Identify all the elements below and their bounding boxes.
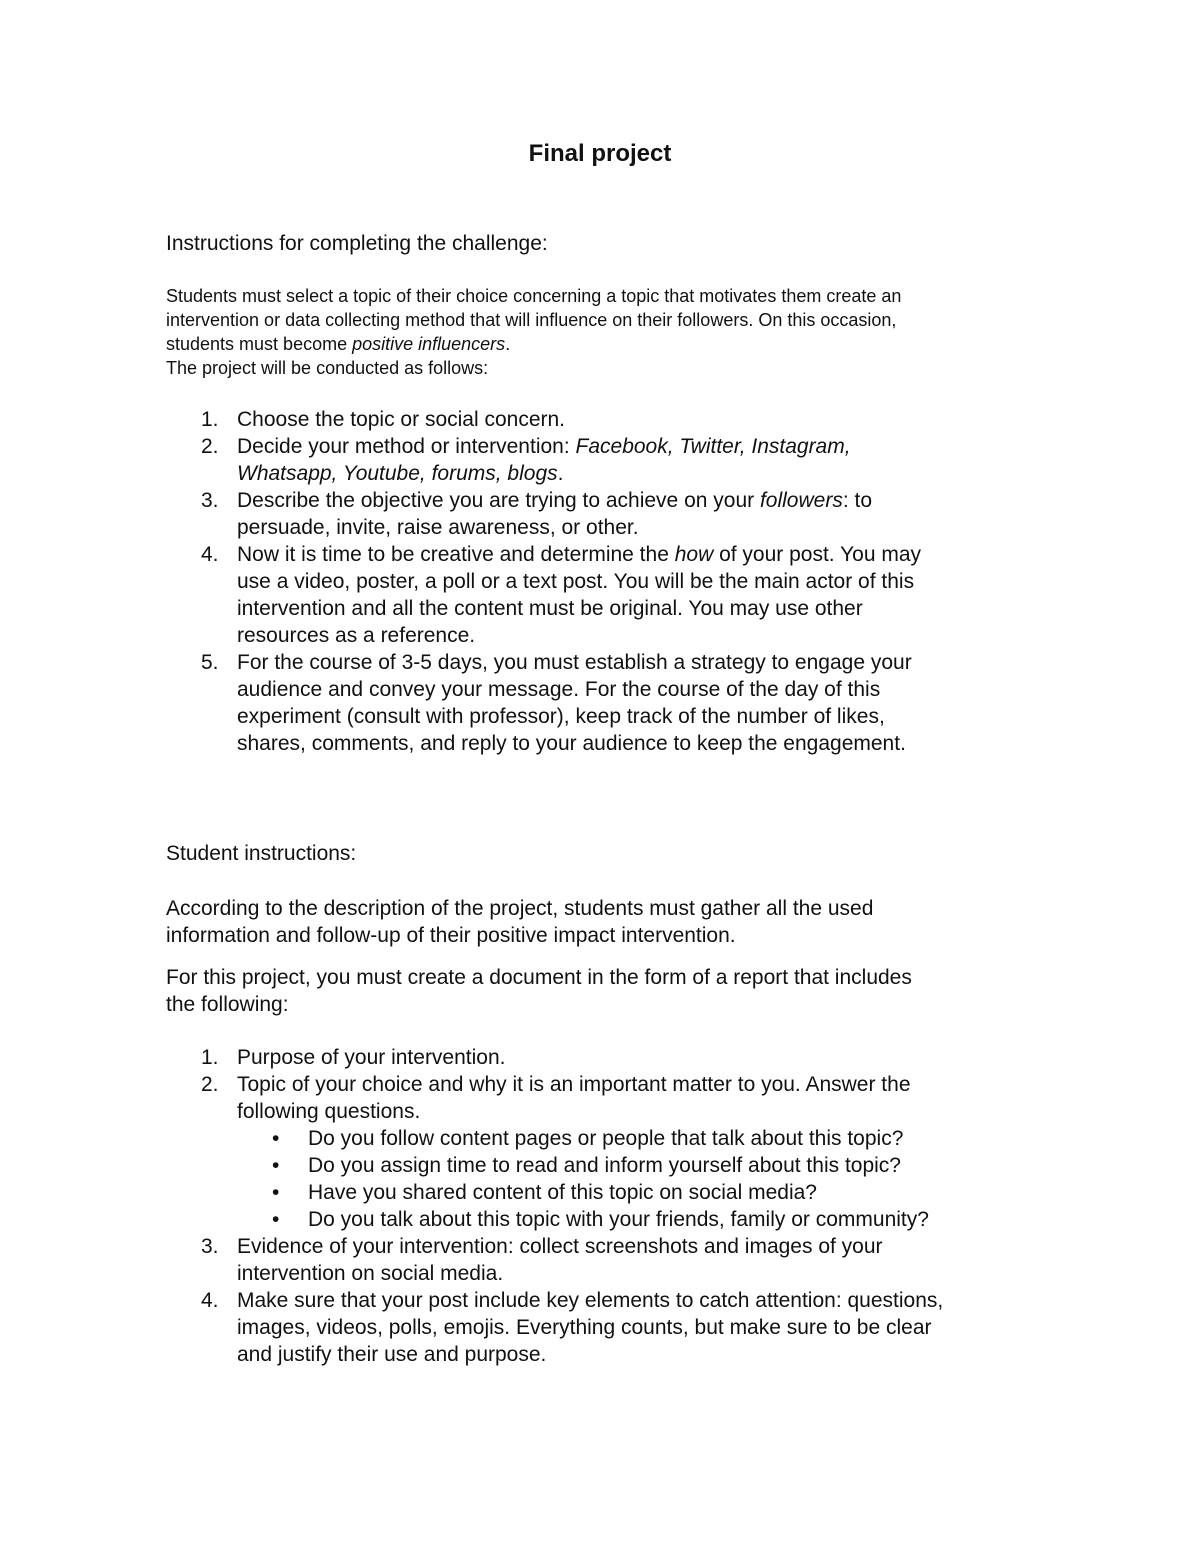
list-item-text: resources as a reference. <box>237 624 476 647</box>
list-item <box>166 1071 1046 1233</box>
challenge-heading: Instructions for completing the challenge: <box>166 232 548 255</box>
list-item <box>166 1044 1046 1071</box>
question-item <box>237 1125 1046 1152</box>
list-item-emphasis: how <box>674 543 714 566</box>
list-number: 3. <box>201 489 219 512</box>
list-item-text: images, videos, polls, emojis. Everything counts, but make sure to be clear <box>237 1316 932 1339</box>
list-item <box>166 406 1046 433</box>
paragraph-line: the following: <box>166 993 289 1016</box>
list-item <box>166 1233 1046 1287</box>
list-item-text: intervention and all the content must be original. You may use other <box>237 597 863 620</box>
student-paragraph <box>166 895 1046 949</box>
list-item-fragment: . <box>557 462 564 485</box>
list-item <box>166 649 1046 757</box>
list-item-text: Purpose of your intervention. <box>237 1046 506 1069</box>
list-item-fragment: of your post. You may <box>713 543 922 566</box>
list-item-fragment: : to <box>842 489 873 512</box>
question-text: Have you shared content of this topic on social media? <box>308 1181 817 1204</box>
student-instructions-heading: Student instructions: <box>166 842 357 865</box>
bullet-icon: • <box>272 1208 280 1231</box>
list-item-text <box>237 541 1046 568</box>
list-item-emphasis: Facebook, Twitter, Instagram, <box>575 435 851 458</box>
list-item-text: experiment (consult with professor), keep track of the number of likes, <box>237 705 885 728</box>
page-title: Final project <box>528 140 672 167</box>
list-number: 4. <box>201 543 219 566</box>
list-item-text: audience and convey your message. For the course of the day of this <box>237 678 881 701</box>
bullet-icon: • <box>272 1181 280 1204</box>
list-item-fragment: Describe the objective you are trying to achieve on your <box>237 489 760 512</box>
list-item-emphasis: followers <box>759 489 843 512</box>
list-item-text: Evidence of your intervention: collect screenshots and images of your <box>237 1235 883 1258</box>
list-item <box>166 541 1046 649</box>
paragraph-line: According to the description of the project, students must gather all the used <box>166 897 874 920</box>
question-item <box>237 1179 1046 1206</box>
list-item-text: following questions. <box>237 1100 421 1123</box>
list-item-text: use a video, poster, a poll or a text post. You will be the main actor of this <box>237 570 915 593</box>
list-item-text <box>237 433 1046 460</box>
challenge-intro <box>166 284 1046 380</box>
questions-list <box>237 1125 1046 1233</box>
list-item-text: shares, comments, and reply to your audience to keep the engagement. <box>237 732 906 755</box>
question-text: Do you talk about this topic with your friends, family or community? <box>308 1208 929 1231</box>
list-item-text: persuade, invite, raise awareness, or other. <box>237 516 639 539</box>
intro-line: The project will be conducted as follows: <box>166 358 489 378</box>
question-item <box>237 1206 1046 1233</box>
list-number: 5. <box>201 651 219 674</box>
bullet-icon: • <box>272 1154 280 1177</box>
list-number: 1. <box>201 408 219 431</box>
list-item <box>166 487 1046 541</box>
paragraph-line: For this project, you must create a document in the form of a report that includes <box>166 966 912 989</box>
question-item <box>237 1152 1046 1179</box>
intro-emphasis: positive influencers <box>352 334 506 354</box>
list-item <box>166 1287 1046 1368</box>
question-text: Do you follow content pages or people that talk about this topic? <box>308 1127 904 1150</box>
list-item-emphasis: Whatsapp, Youtube, forums, blogs <box>237 462 558 485</box>
intro-line <box>166 332 1046 356</box>
list-number: 1. <box>201 1046 219 1069</box>
bullet-icon: • <box>272 1127 280 1150</box>
intro-line-text: students must become <box>166 334 353 354</box>
list-item-text: Make sure that your post include key elements to catch attention: questions, <box>237 1289 944 1312</box>
list-number: 3. <box>201 1235 219 1258</box>
intro-line: intervention or data collecting method that will influence on their followers. On this occasion, <box>166 310 897 330</box>
list-item-text: Topic of your choice and why it is an important matter to you. Answer the <box>237 1073 911 1096</box>
list-item-fragment: Decide your method or intervention: <box>237 435 576 458</box>
list-item-text <box>237 460 1046 487</box>
intro-line: Students must select a topic of their choice concerning a topic that motivates them create an <box>166 286 902 306</box>
challenge-steps-list <box>166 406 1046 757</box>
question-text: Do you assign time to read and inform yourself about this topic? <box>308 1154 901 1177</box>
list-number: 2. <box>201 1073 219 1096</box>
student-paragraph <box>166 964 1046 1018</box>
list-item-text: intervention on social media. <box>237 1262 504 1285</box>
list-number: 2. <box>201 435 219 458</box>
intro-line-text: . <box>505 334 511 354</box>
list-item-text <box>237 487 1046 514</box>
list-item <box>166 433 1046 487</box>
list-item-text: and justify their use and purpose. <box>237 1343 547 1366</box>
list-item-text: For the course of 3-5 days, you must establish a strategy to engage your <box>237 651 912 674</box>
list-number: 4. <box>201 1289 219 1312</box>
list-item-fragment: Now it is time to be creative and determine the <box>237 543 675 566</box>
paragraph-line: information and follow-up of their positive impact intervention. <box>166 924 736 947</box>
report-requirements-list <box>166 1044 1046 1368</box>
list-item-text: Choose the topic or social concern. <box>237 408 566 431</box>
